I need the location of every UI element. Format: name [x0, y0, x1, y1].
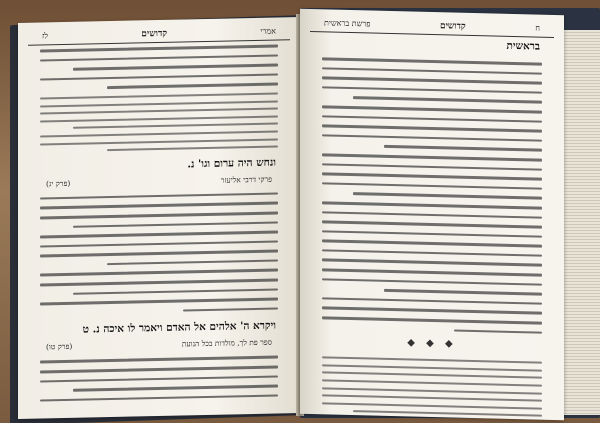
- right-text-block-2: [300, 352, 564, 420]
- right-running-head-center: קדושים: [439, 21, 466, 32]
- right-running-head-left: פרשת בראשית: [324, 18, 371, 29]
- right-running-head-right: ח: [535, 23, 540, 33]
- left-text-block-1: [18, 40, 300, 153]
- left-heading-2-text: ויקרא ה' אלהים אל האדם ויאמר לו איכה: [103, 319, 276, 336]
- left-text-block-3: [18, 351, 300, 402]
- section-ornament: ◆ ◆ ◆: [407, 337, 457, 350]
- left-running-head-left: לז: [42, 31, 48, 41]
- left-running-head-right: אמרי: [260, 26, 276, 36]
- left-running-head-center: קדושים: [141, 28, 168, 40]
- right-page: [300, 9, 564, 420]
- left-heading-2-ref: נ. ט: [82, 323, 100, 337]
- right-text-block-1: [300, 53, 564, 335]
- left-heading-1-ref: נ.: [187, 157, 195, 171]
- page-edges: [560, 30, 600, 415]
- left-page: [18, 17, 300, 419]
- right-heading-1: בראשית: [506, 39, 540, 53]
- left-subhead-2-left: (פרק טו): [46, 342, 73, 352]
- left-heading-1-text: ונחש היה ערום וגו': [198, 156, 276, 170]
- left-subhead-2-right: ספר פת לך, מולדות בכל הנועת: [181, 338, 272, 349]
- left-subhead-1-right: פרקי דרבי אליעזר: [220, 174, 272, 185]
- left-text-block-2: [18, 188, 300, 316]
- left-subhead-1-left: (פרק יג): [46, 178, 71, 189]
